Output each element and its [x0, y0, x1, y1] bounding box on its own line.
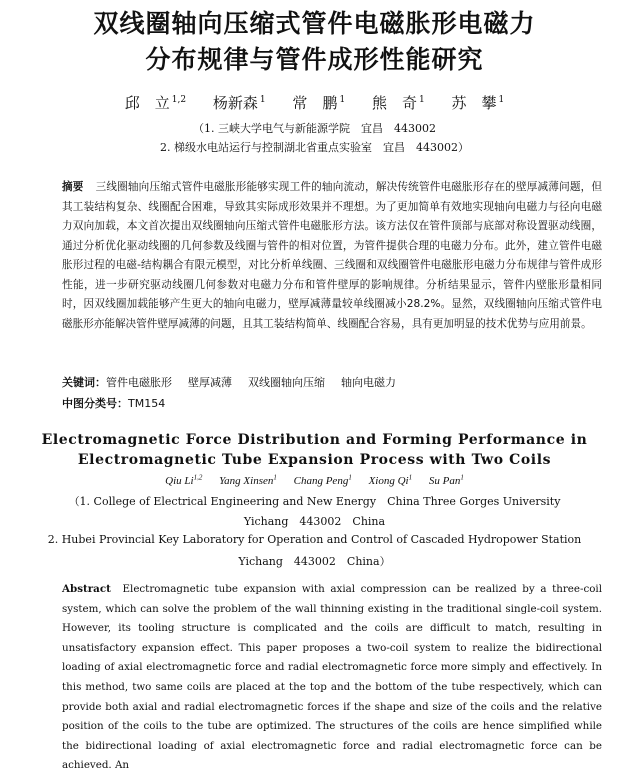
keyword: 轴向电磁力 — [341, 376, 396, 389]
keyword: 壁厚减薄 — [188, 376, 232, 389]
chinese-author: 苏 攀 $^1$ — [451, 94, 505, 112]
chinese-abstract — [62, 178, 602, 334]
english-author: Xiong Qi$^1$ — [368, 473, 413, 487]
chinese-keywords — [62, 374, 412, 390]
english-affiliation-2-city: Yichang 443002 China） — [238, 555, 391, 568]
english-affiliation-2: 2. Hubei Provincial Key Laboratory for Operation and Control of Cascaded Hydropower Station — [47, 533, 582, 546]
english-affiliation-1: （1. College of Electrical Engineering and New Energy China Three Gorges University — [68, 495, 561, 508]
keyword: 管件电磁胀形 — [106, 376, 172, 389]
english-abstract — [62, 580, 602, 776]
classification-value: TM154 — [128, 397, 166, 410]
chinese-affiliation-2: 2. 梯级水电站运行与控制湖北省重点实验室 宜昌 443002） — [160, 141, 469, 154]
english-author: Yang Xinsen$^1$ — [219, 473, 277, 487]
english-title-line-1: Electromagnetic Force Distribution and Forming Performance in — [41, 432, 588, 448]
english-author: Chang Peng$^1$ — [293, 473, 352, 487]
chinese-abstract-label: 摘要 — [62, 181, 84, 193]
english-abstract-text: Electromagnetic tube expansion with axial compression can be realized by a three-coil system, which can solve the problem of the wall thinning existing in the traditional single-coil system. However, its tooling structure is complicated and the coils are difficult to match, resulting in unsatisfactory expansion effect. This paper proposes a two-coil system to realize the bidirectional loading of axial electromagnetic force and radial electromagnetic force more simply and effectively. In this method, two same coils are placed at the top and the bottom of the tube respectively, which can provide both axial and radial electromagnetic forces if the shape and size of the coils and the relative position of the coils to the tube are optimized. The structures of the coils are hence simplified while the bidirectional loading of axial electromagnetic force and radial electromagnetic force can be achieved. An — [62, 583, 602, 772]
chinese-abstract-text: 三线圈轴向压缩式管件电磁胀形能够实现工件的轴向流动，解决传统管件电磁胀形存在的壁厚减薄问题，但其工装结构复杂、线圈配合困难，导致其实际成形效果并不理想。为了更加简单有效地实现轴向电磁力与径向电磁力双向加载，本文首次提出双线圈轴向压缩式管件电磁胀形方法。该方法仅在管件顶部与底部对称设置驱动线圈，通过分析优化驱动线圈的几何参数及线圈与管件的相对位置，为管件提供合理的电磁力分布。此外，建立管件电磁胀形过程的电磁-结构耦合有限元模型，对比分析单线圈、三线圈和双线圈管件电磁胀形电磁力分布规律与管件成形性能，进一步研究驱动线圈几何参数对电磁力分布和管件壁厚的影响规律。分析结果显示，管件内壁胀形量相同时，因双线圈加载能够产生更大的轴向电磁力，壁厚减薄量较单线圈减小28.2%。显然，双线圈轴向压缩式管件电磁胀形亦能解决管件壁厚减薄的问题，且其工装结构简单、线圈配合容易，具有更加明显的技术优势与应用前景。 — [62, 181, 602, 330]
chinese-classification — [62, 395, 165, 411]
chinese-title-line-2: 分布规律与管件成形性能研究 — [145, 45, 484, 74]
english-author-list — [0, 473, 629, 487]
chinese-title-line-1: 双线圈轴向压缩式管件电磁胀形电磁力 — [93, 9, 536, 38]
chinese-author: 杨新森 $^1$ — [212, 94, 266, 112]
english-affiliation-1-city: Yichang 443002 China — [243, 515, 386, 528]
english-author: Su Pan$^1$ — [428, 473, 464, 487]
chinese-affiliation-1: （1. 三峡大学电气与新能源学院 宜昌 443002 — [193, 122, 436, 135]
english-author: Qiu Li$^{1,2}$ — [165, 473, 203, 487]
chinese-author: 常 鹏 $^1$ — [292, 94, 346, 112]
chinese-author: 熊 奇 $^1$ — [371, 94, 425, 112]
chinese-author-list — [0, 92, 629, 113]
chinese-keywords-label: 关键词： — [62, 376, 106, 389]
chinese-author: 邱 立 $^{1,2}$ — [124, 94, 187, 112]
english-abstract-label: Abstract — [62, 583, 111, 595]
english-title-line-2: Electromagnetic Tube Expansion Process with Two Coils — [77, 452, 552, 468]
classification-label: 中图分类号： — [62, 397, 128, 410]
keyword: 双线圈轴向压缩 — [248, 376, 325, 389]
